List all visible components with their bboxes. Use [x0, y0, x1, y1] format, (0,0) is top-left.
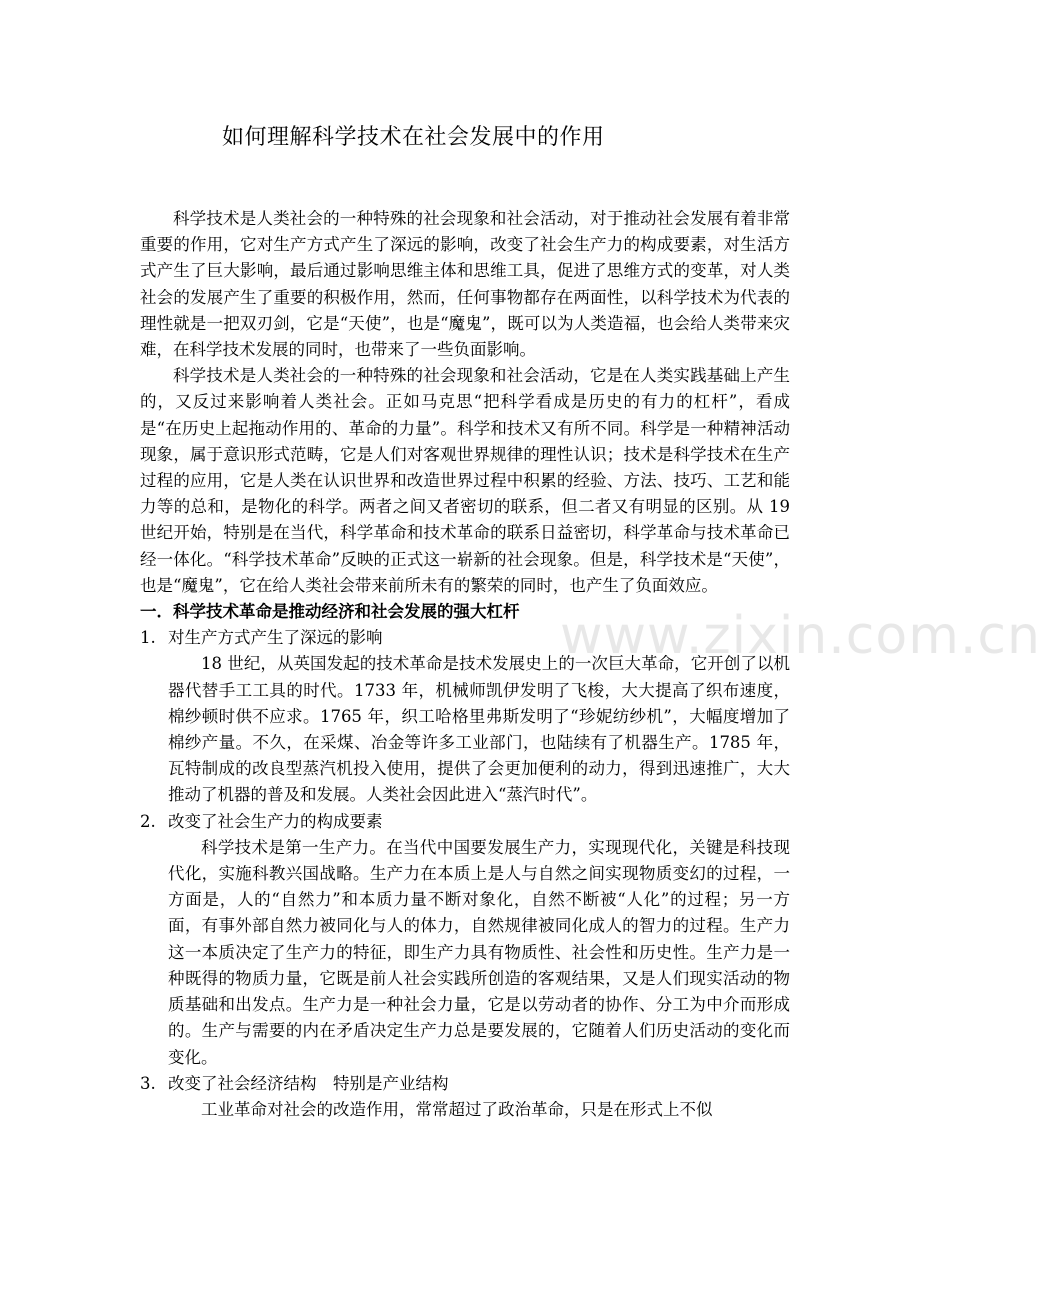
- list-item-3: [140, 1071, 790, 1097]
- list-item-2: [140, 809, 790, 835]
- list-item-paragraph: 18 世纪，从英国发起的技术革命是技术发展史上的一次巨大革命，它开创了以机器代替手工工具的时代。1733 年，机械师凯伊发明了飞梭，大大提高了织布速度，棉纱顿时供不应求。1765 年，织工哈格里弗斯发明了“珍妮纺纱机”，大幅度增加了棉纱产量。不久，在采煤、冶金等许多工业部门，也陆续有了机器生产。1785 年，瓦特制成的改良型蒸汽机投入使用，提供了会更加便利的动力，得到迅速推广，大大推动了机器的普及和发展。人类社会因此进入“蒸汽时代”。: [168, 654, 790, 805]
- list-item-title: 改变了社会经济结构 特别是产业结构: [168, 1073, 449, 1093]
- list-item-title: 对生产方式产生了深远的影响: [168, 628, 383, 648]
- list-item-number: 3.: [140, 1073, 156, 1093]
- document-title: 如何理解科学技术在社会发展中的作用: [222, 125, 605, 150]
- list-item-paragraph: 科学技术是第一生产力。在当代中国要发展生产力，实现现代化，关键是科技现代化，实施科教兴国战略。生产力在本质上是人与自然之间实现物质变幻的过程，一方面是，人的“自然力”和本质力量不断对象化，自然不断被“人化”的过程；另一方面，有事外部自然力被同化与人的体力，自然规律被同化成人的智力的过程。生产力这一本质决定了生产力的特征，即生产力具有物质性、社会性和历史性。生产力是一种既得的物质力量，它既是前人社会实践所创造的客观结果，又是人们现实活动的物质基础和出发点。生产力是一种社会力量，它是以劳动者的协作、分工为中介而形成的。生产与需要的内在矛盾决定生产力总是要发展的，它随着人们历史活动的变化而变化。: [168, 837, 790, 1067]
- intro-paragraph-2: 科学技术是人类社会的一种特殊的社会现象和社会活动，它是在人类实践基础上产生的，又反过来影响着人类社会。正如马克思“把科学看成是历史的有力的杠杆”，看成是“在历史上起拖动作用的、革命的力量”。科学和技术又有所不同。科学是一种精神活动现象，属于意识形式范畴，它是人们对客观世界规律的理性认识；技术是科学技术在生产过程的应用，它是人类在认识世界和改造世界过程中积累的经验、方法、技巧、工艺和能力等的总和，是物化的科学。两者之间又者密切的联系，但二者又有明显的区别。从 19 世纪开始，特别是在当代，科学革命和技术革命的联系日益密切，科学革命与技术革命已经一体化。“科学技术革命”反映的正式这一崭新的社会现象。但是，科学技术是“天使”，也是“魔鬼”，它在给人类社会带来前所未有的繁荣的同时，也产生了负面效应。: [140, 366, 790, 595]
- list-item-title: 改变了社会生产力的构成要素: [168, 811, 383, 831]
- list-item-paragraph: 工业革命对社会的改造作用，常常超过了政治革命，只是在形式上不似: [201, 1099, 713, 1119]
- list-item-number: 2.: [140, 811, 156, 831]
- list-item-1: [140, 625, 790, 651]
- section-heading: 一．科学技术革命是推动经济和社会发展的强大杠杆: [140, 602, 520, 622]
- intro-paragraph-1: 科学技术是人类社会的一种特殊的社会现象和社会活动，对于推动社会发展有着非常重要的作用，它对生产方式产生了深远的影响，改变了社会生产力的构成要素，对生活方式产生了巨大影响，最后通过影响思维主体和思维工具，促进了思维方式的变革，对人类社会的发展产生了重要的积极作用，然而，任何事物都存在两面性，以科学技术为代表的理性就是一把双刃剑，它是“天使”，也是“魔鬼”，既可以为人类造福，也会给人类带来灾难，在科学技术发展的同时，也带来了一些负面影响。: [140, 209, 790, 360]
- watermark: www.zixin.com.cn: [560, 606, 1041, 666]
- document-body: [140, 206, 790, 1123]
- list-item-number: 1.: [140, 628, 156, 648]
